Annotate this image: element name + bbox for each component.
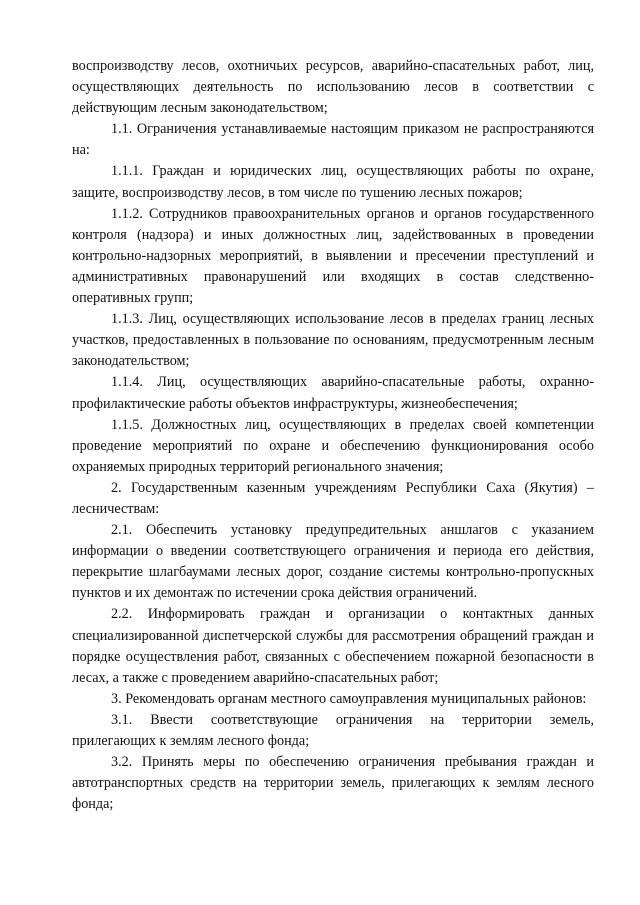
paragraph-2-2: 2.2. Информировать граждан и организации о контактных данных специализированной диспетчерской службы для рассмотрения обращений граждан и порядке осуществления работ, связанных с обеспечением пожарной безопасности в лесах, а также с проведением аварийно-спасательных работ;: [72, 606, 594, 686]
paragraph-continuation: воспроизводству лесов, охотничьих ресурсов, аварийно-спасательных работ, лиц, осуществляющих деятельность по использованию лесов в соответствии с действующим лесным законодательством;: [72, 58, 594, 117]
paragraph-3-2: 3.2. Принять меры по обеспечению ограничения пребывания граждан и автотранспортных средств на территории земель, прилегающих к землям лесного фонда;: [72, 754, 594, 813]
paragraph-2-1: 2.1. Обеспечить установку предупредительных аншлагов с указанием информации о введении соответствующего ограничения и периода его действия, перекрытие шлагбаумами лесных дорог, создание системы контрольно-пропускных пунктов и их демонтаж по истечении срока действия ограничений.: [72, 522, 594, 602]
paragraph-1-1-1: 1.1.1. Граждан и юридических лиц, осуществляющих работы по охране, защите, воспроизводству лесов, в том числе по тушению лесных пожаров;: [72, 163, 594, 201]
paragraph-2: 2. Государственным казенным учреждениям Республики Саха (Якутия) – лесничествам:: [72, 479, 594, 517]
paragraph-1-1: 1.1. Ограничения устанавливаемые настоящим приказом не распространяются на:: [72, 121, 594, 159]
document-page: [72, 56, 594, 815]
paragraph-1-1-3: 1.1.3. Лиц, осуществляющих использование лесов в пределах границ лесных участков, предоставленных в пользование по основаниям, предусмотренным лесным законодательством;: [72, 311, 594, 370]
paragraph-1-1-5: 1.1.5. Должностных лиц, осуществляющих в пределах своей компетенции проведение мероприятий по охране и обеспечению функционирования особо охраняемых природных территорий регионального значения;: [72, 416, 594, 475]
paragraph-1-1-2: 1.1.2. Сотрудников правоохранительных органов и органов государственного контроля (надзора) и иных должностных лиц, задействованных в проведении контрольно-надзорных мероприятий, в выявлении и пресечении преступлений и административных правонарушений или входящих в состав следственно-оперативных групп;: [72, 205, 594, 307]
paragraph-3: 3. Рекомендовать органам местного самоуправления муниципальных районов:: [111, 690, 587, 707]
paragraph-3-1: 3.1. Ввести соответствующие ограничения на территории земель, прилегающих к землям лесного фонда;: [72, 711, 594, 749]
paragraph-1-1-4: 1.1.4. Лиц, осуществляющих аварийно-спасательные работы, охранно-профилактические работы объектов инфраструктуры, жизнеобеспечения;: [72, 374, 594, 412]
